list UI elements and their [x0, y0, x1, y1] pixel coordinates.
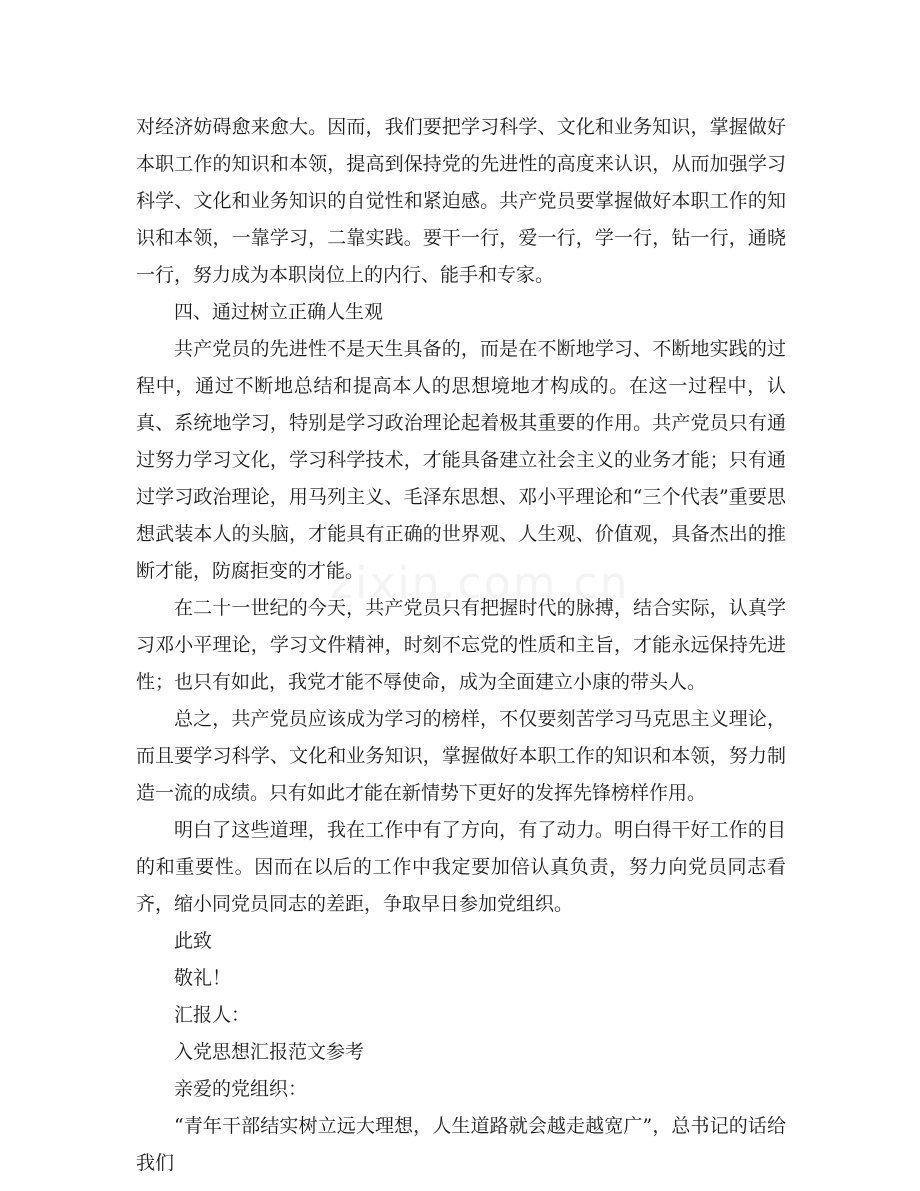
reporter-label: 汇报人：	[174, 1004, 251, 1026]
paragraph-continuation: 对经济妨碍愈来愈大。因而，我们要把学习科学、文化和业务知识，掌握做好本职工作的知识和本领，提高到保持党的先进性的高度来认识，从而加强学习科学、文化和业务知识的自觉性和紧迫感。共产党员要掌握做好本职工作的知识和本领，一靠学习，二靠实践。要干一行，爱一行，学一行，钻一行，通晓一行，努力成为本职岗位上的内行、能手和专家。	[136, 116, 786, 286]
section-heading: 四、通过树立正确人生观	[174, 301, 384, 323]
document-body	[136, 109, 786, 1182]
paragraph: “青年干部结实树立远大理想，人生道路就会越走越宽广”，总书记的话给我们	[136, 1115, 786, 1174]
paragraph: 共产党员的先进性不是天生具备的，而是在不断地学习、不断地实践的过程中，通过不断地总结和提高本人的思想境地才构成的。在这一过程中，认真、系统地学习，特别是学习政治理论起着极其重要的作用。共产党员只有通过努力学习文化，学习科学技术，才能具备建立社会主义的业务才能；只有通过学习政治理论，用马列主义、毛泽东思想、邓小平理论和“三个代表”重要思想武装本人的头脑，才能具有正确的世界观、人生观、价值观，具备杰出的推断才能，防腐拒变的才能。	[136, 338, 786, 582]
closing-salutation: 此致	[174, 930, 213, 952]
paragraph: 在二十一世纪的今天，共产党员只有把握时代的脉搏，结合实际，认真学习邓小平理论，学习文件精神，时刻不忘党的性质和主旨，才能永远保持先进性；也只有如此，我党才能不辱使命，成为全面建立小康的带头人。	[136, 597, 786, 693]
closing-regards: 敬礼！	[174, 967, 232, 989]
paragraph: 明白了这些道理，我在工作中有了方向，有了动力。明白得干好工作的目的和重要性。因而在以后的工作中我定要加倍认真负责，努力向党员同志看齐，缩小同党员同志的差距，争取早日参加党组织。	[136, 819, 786, 915]
watermark: zixin.com.cn	[330, 558, 630, 609]
paragraph: 总之，共产党员应该成为学习的榜样，不仅要刻苦学习马克思主义理论，而且要学习科学、文化和业务知识，掌握做好本职工作的知识和本领，努力制造一流的成绩。只有如此才能在新情势下更好的发挥先锋榜样作用。	[136, 708, 786, 804]
greeting: 亲爱的党组织：	[174, 1078, 308, 1100]
article-title: 入党思想汇报范文参考	[174, 1041, 365, 1063]
